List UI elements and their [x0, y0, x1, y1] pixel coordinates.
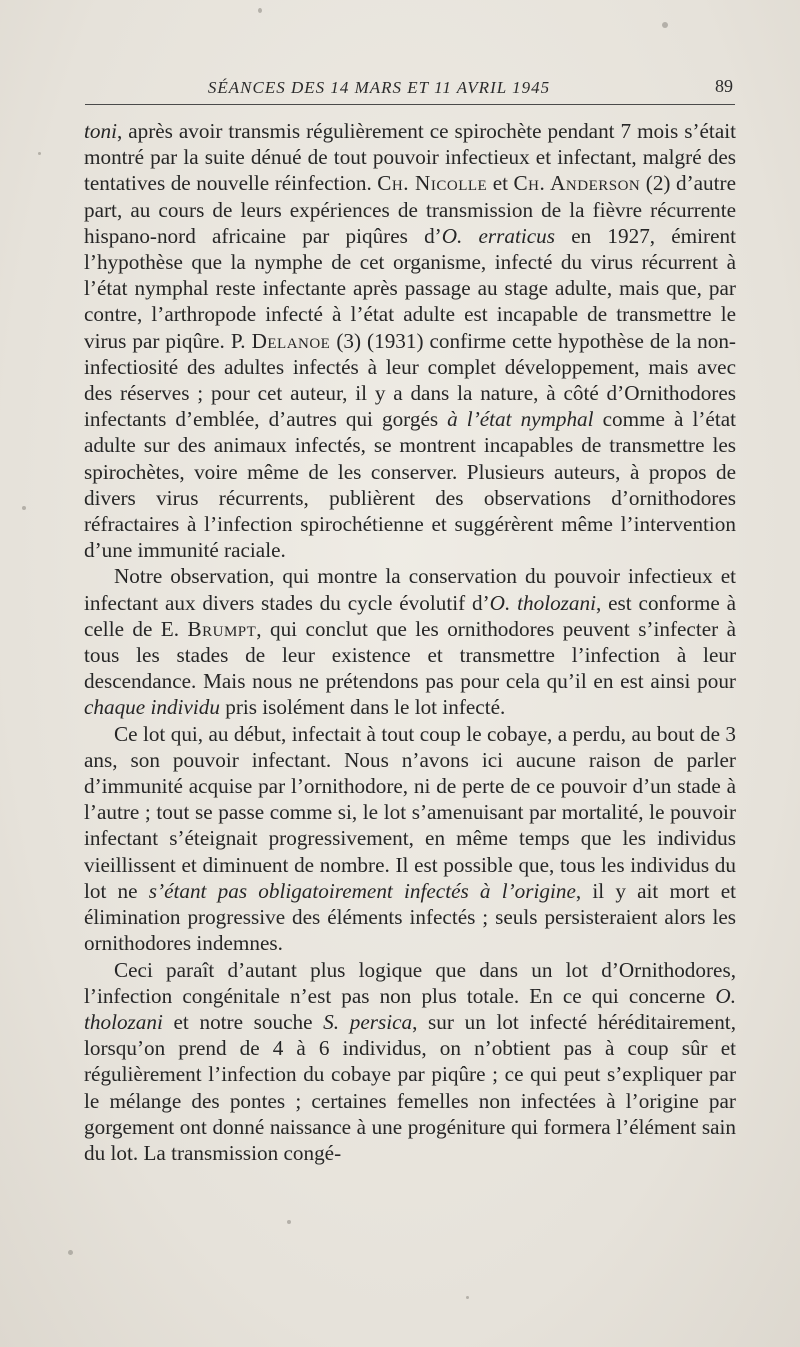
paper-speck: [22, 506, 26, 510]
text-run: Ce lot qui, au début, infectait à tout coup le cobaye, a perdu, au bout de 3 ans, son pouvoir infectant. Nous n’avons ici aucune raison de parler d’immunité acquise par l’ornithodore, ni de perte de ce pouvoir d’un stade à l’autre ; tout se passe comme si, le lot s’amenuisant par mortalité, le pouvoir infectant s’éteignait progressivement, en même temps que les individus vieillissent et diminuent de nombre. Il est possible que, tous les individus du lot ne: [84, 721, 736, 903]
text-run: (2) d’autre part, au cours de leurs expériences de transmission de la fièvre récurrente hispano-nord africaine par piqûres d’: [84, 171, 736, 248]
body-text: [84, 118, 736, 1166]
paragraph: [84, 563, 736, 720]
author-name: Ch. Anderson: [513, 171, 641, 196]
paragraph: [84, 118, 736, 563]
text-run: , sur un lot infecté héréditairement, lorsqu’on prend de 4 à 6 individus, on n’obtient pas à coup sûr et régulièrement l’infection du cobaye par piqûre ; ce qui peut s’expliquer par le mélange des pontes ; certaines femelles non infectées à l’origine par gorgement ont donné naissance à une progéniture qui formera l’élément sain du lot. La transmission congé-: [84, 1009, 736, 1165]
italic-text: O. erraticus: [441, 223, 556, 248]
text-run: en 1927, émirent l’hypothèse que la nymphe de cet organisme, infecté du virus récurrent à l’état nymphal reste infectante après passage au stage adulte, mais que, par contre, l’arthropode infecté à l’état adulte est incapable de transmettre le virus par piqûre. P.: [84, 223, 736, 353]
text-run: et: [487, 171, 514, 196]
author-name: Delanoe: [251, 328, 331, 353]
text-run: comme à l’état adulte sur des animaux infectés, se montrent incapables de transmettre les spirochètes, voire même de les conserver. Plusieurs auteurs, à propos de divers virus récurrents, publièrent des observations d’ornithodores réfractaires à l’infection spirochétienne et suggérèrent même l’intervention d’une immunité raciale.: [84, 407, 736, 563]
paper-speck: [258, 8, 262, 13]
italic-text: toni: [84, 119, 117, 143]
paper-speck: [662, 22, 668, 28]
paragraph: [84, 721, 736, 957]
italic-text: s’étant pas obligatoirement infectés à l’origine: [148, 878, 576, 903]
author-name: Brumpt: [187, 616, 257, 641]
italic-text: chaque individu: [84, 695, 220, 720]
paragraph: [84, 957, 736, 1167]
italic-text: O. tholozani: [489, 590, 596, 615]
author-name: Ch. Nicolle: [377, 171, 488, 196]
text-run: , qui conclut que les ornithodores peuvent s’infecter à tous les stades de leur existence et transmettre l’infection à leur descendance. Mais nous ne prétendons pas pour cela qu’il en est ainsi pour: [84, 616, 736, 694]
italic-text: à l’état nymphal: [447, 407, 594, 432]
text-run: et notre souche: [162, 1009, 324, 1034]
page-number: 89: [715, 76, 733, 96]
text-run: (3) (1931) confirme cette hypothèse de la non-infectiosité des adultes infectés à leur complet développement, mais avec des réserves ; pour cet auteur, il y a dans la nature, à côté d’Ornithodores infectants d’emblée, d’autres qui gorgés: [84, 328, 736, 432]
running-head: [85, 76, 733, 102]
text-run: Notre observation, qui montre la conservation du pouvoir infectieux et infectant aux divers stades du cycle évolutif d’: [84, 564, 736, 615]
paper-speck: [287, 1220, 291, 1224]
italic-text: S. persica: [323, 1009, 413, 1034]
paper-speck: [38, 152, 41, 155]
header-rule: [85, 104, 735, 105]
running-title: SÉANCES DES 14 MARS ET 11 AVRIL 1945: [207, 78, 551, 97]
paper-speck: [68, 1250, 73, 1255]
text-run: , il y ait mort et élimination progressive des éléments infectés ; seuls persisteraient alors les ornithodores indemnes.: [84, 878, 736, 956]
text-run: , est conforme à celle de E.: [84, 590, 736, 641]
italic-text: O. tholozani: [84, 983, 736, 1034]
paper-speck: [466, 1296, 469, 1299]
text-run: pris isolément dans le lot infecté.: [219, 695, 506, 720]
text-run: Ceci paraît d’autant plus logique que dans un lot d’Ornithodores, l’infection congénitale n’est pas non plus totale. En ce qui concerne: [84, 957, 736, 1008]
text-run: , après avoir transmis régulièrement ce spirochète pendant 7 mois s’était montré par la suite dénué de tout pouvoir infectieux et infectant, malgré des tentatives de nouvelle réinfection.: [84, 119, 736, 196]
